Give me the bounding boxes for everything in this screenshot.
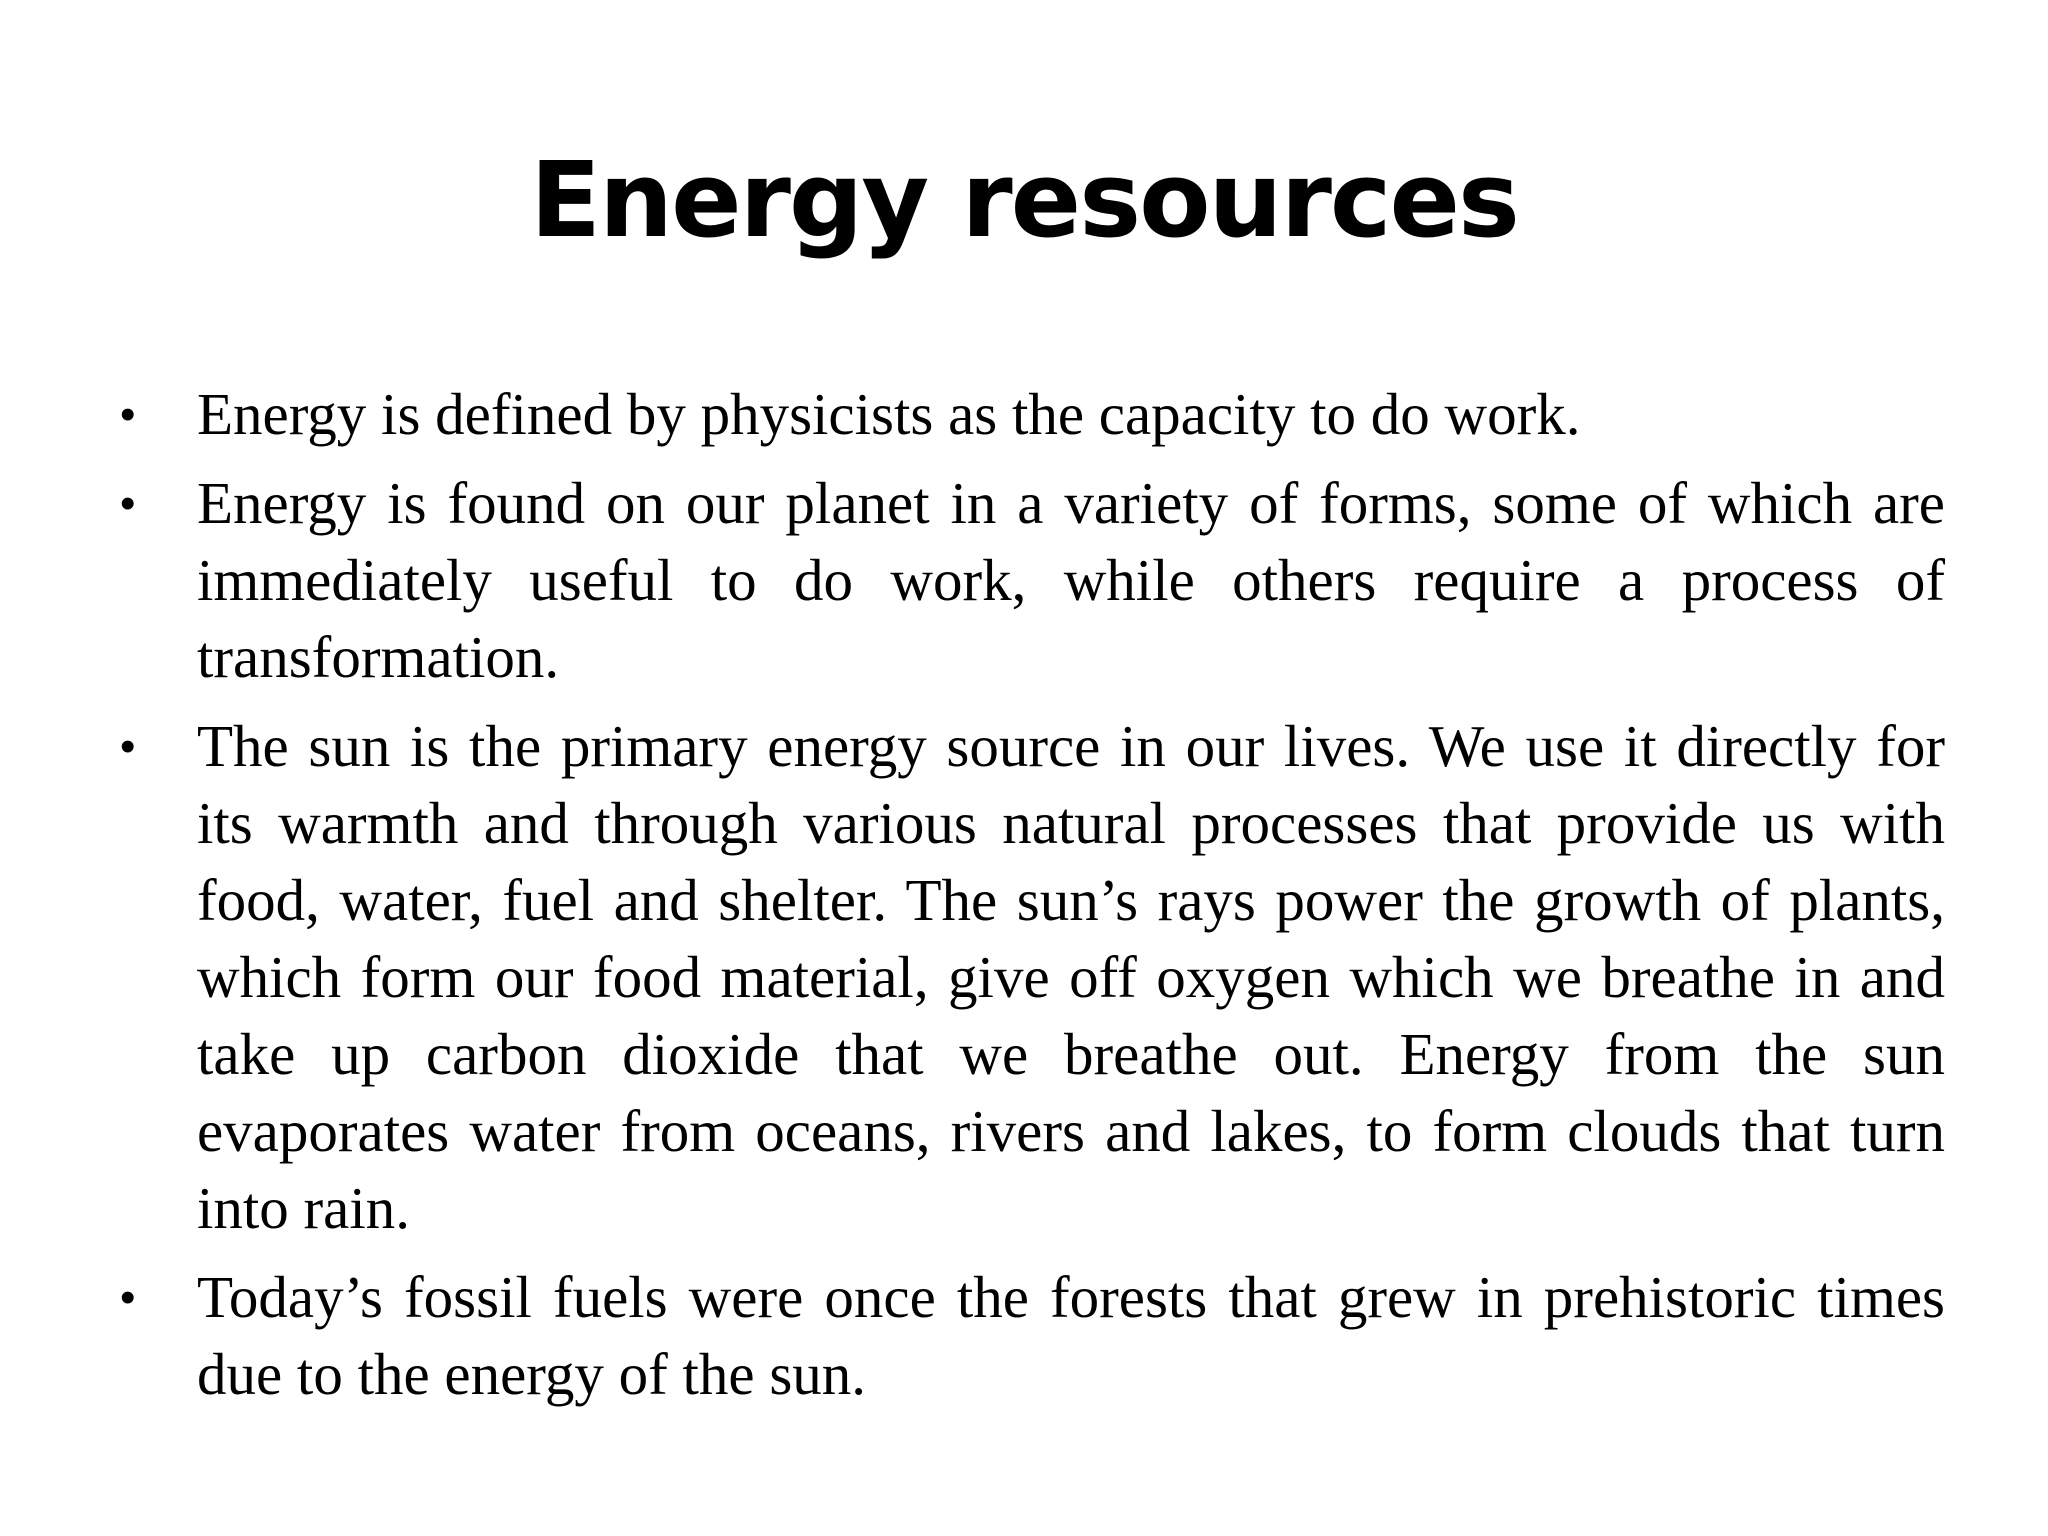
bullet-text: The sun is the primary energy source in our lives. We use it directly for its warmth and through various natural processes that provide us with food, water, fuel and shelter. The sun’s rays power the growth of plants, which form our food material, give off oxygen which we breathe in and take up carbon dioxide that we breathe out. Energy from the sun evaporates water from oceans, rivers and lakes, to form clouds that turn into rain. xyxy=(197,713,1945,1241)
bullet-text: Energy is found on our planet in a variety of forms, some of which are immediately useful to do work, while others require a process of transformation. xyxy=(197,470,1945,690)
bullet-list xyxy=(120,376,1945,1425)
list-item xyxy=(120,708,1945,1247)
slide-title: Energy resources xyxy=(530,139,1518,261)
list-item xyxy=(120,465,1945,696)
bullet-text: Today’s fossil fuels were once the forests that grew in prehistoric times due to the energy of the sun. xyxy=(197,1264,1945,1407)
list-item xyxy=(120,376,1945,453)
list-item xyxy=(120,1259,1945,1413)
bullet-dot: • xyxy=(120,479,136,528)
bullet-dot: • xyxy=(120,722,136,771)
bullet-dot: • xyxy=(120,390,136,439)
bullet-dot: • xyxy=(120,1273,136,1322)
bullet-text: Energy is defined by physicists as the capacity to do work. xyxy=(197,381,1581,447)
